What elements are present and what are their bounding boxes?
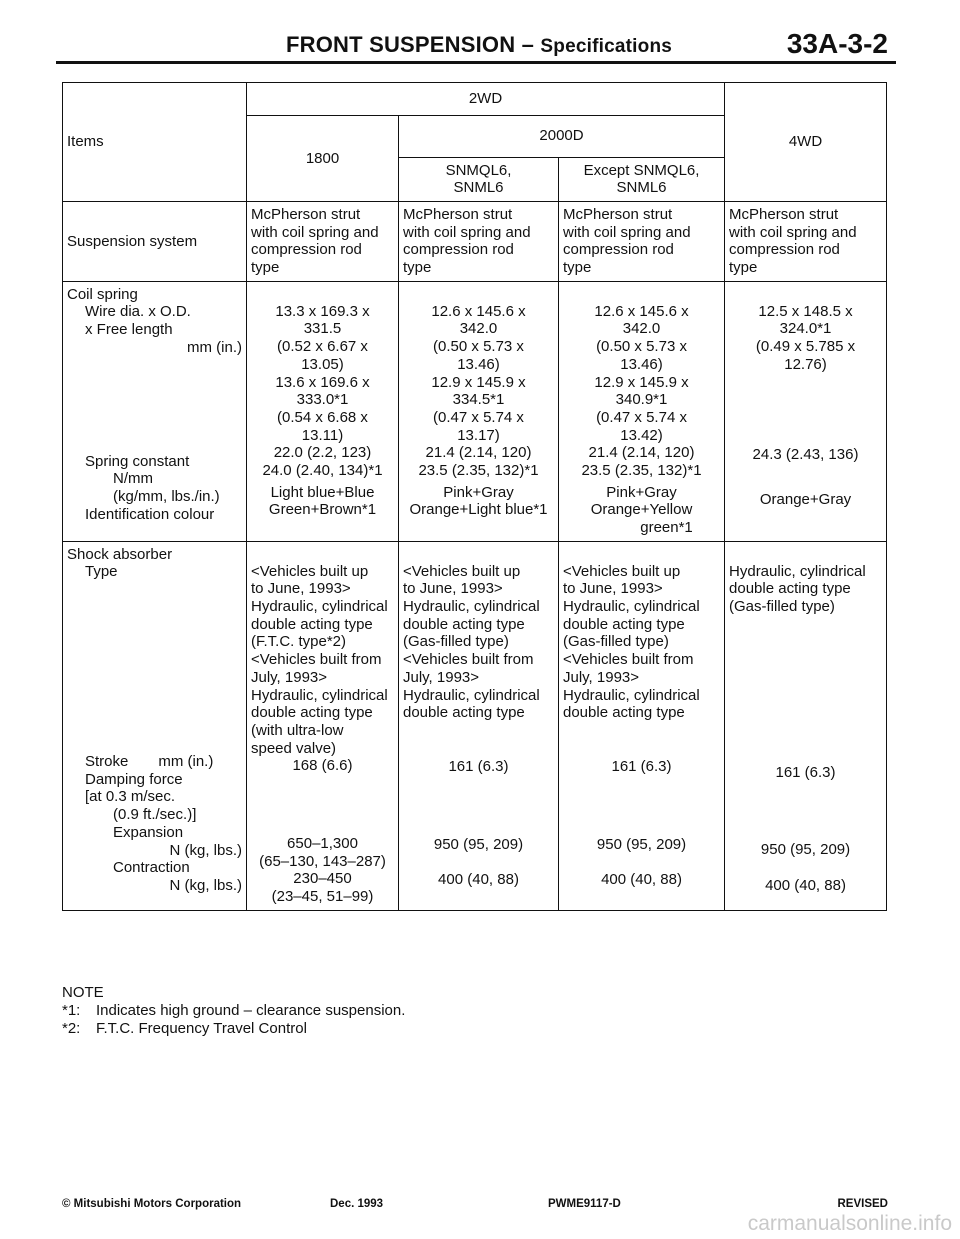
spacer	[563, 853, 720, 871]
damping-label: (0.9 ft./sec.)]	[113, 806, 197, 824]
spacer	[403, 776, 554, 836]
value-block	[251, 757, 394, 905]
cell-line: <Vehicles built up	[563, 562, 681, 580]
constant-label: (kg/mm, lbs./in.)	[113, 487, 220, 505]
cell-line: (65–130, 143–287)	[259, 852, 386, 870]
value-block	[563, 722, 720, 889]
cell-line: McPherson strut	[403, 206, 513, 223]
cell-line: type	[729, 259, 758, 277]
coil-cell-4wd	[725, 281, 887, 541]
watermark: carmanualsonline.info	[747, 1212, 952, 1235]
spacer	[729, 546, 882, 563]
cell-line: (Gas-filled type)	[563, 633, 669, 651]
note-item	[62, 1002, 405, 1020]
wire-label: mm (in.)	[187, 338, 242, 356]
cell-line: 24.0 (2.40, 134)*1	[262, 461, 383, 479]
cell-line: compression rod	[729, 241, 840, 259]
cell-line: Hydraulic, cylindrical	[563, 686, 700, 704]
cell-line: 12.76)	[784, 355, 827, 373]
cell-line: Hydraulic, cylindrical	[403, 598, 540, 616]
coil-cell-snmql6	[399, 281, 559, 541]
cell-line: Orange+Light blue*1	[409, 501, 548, 519]
items-header: Items	[63, 83, 247, 202]
cell-line: (with ultra-low	[251, 721, 344, 739]
cell-line: Pink+Gray	[443, 483, 514, 501]
spacer	[729, 463, 882, 491]
coil-spring-title: Coil spring	[67, 285, 138, 303]
cell-line: <Vehicles built up	[403, 562, 521, 580]
cell-line: 161 (6.3)	[611, 757, 672, 775]
cell-line: July, 1993>	[403, 668, 480, 686]
cell-line: to June, 1993>	[251, 580, 351, 598]
cell-line: McPherson strut	[251, 206, 361, 223]
cell-line: speed valve)	[251, 739, 337, 757]
cell-line: (Gas-filled type)	[729, 598, 835, 616]
col-2000d-header: 2000D	[399, 116, 725, 158]
cell-line: double acting type	[563, 704, 685, 722]
col-2wd-header: 2WD	[247, 83, 725, 116]
cell-line: 23.5 (2.35, 132)*1	[581, 461, 702, 479]
suspension-row	[63, 202, 887, 282]
cell-line: 161 (6.3)	[775, 763, 836, 781]
note-mark: *2:	[62, 1020, 81, 1037]
cell-line: double acting type	[563, 615, 685, 633]
header-row-1	[63, 83, 887, 116]
cell-line: (0.50 x 5.73 x	[596, 338, 687, 356]
cell-line: green*1	[640, 519, 693, 536]
spacer	[67, 581, 242, 753]
cell-line: to June, 1993>	[403, 580, 503, 598]
cell-line: type	[403, 259, 432, 277]
cell-line: 324.0*1	[779, 320, 832, 338]
expansion-label: N (kg, lbs.)	[169, 841, 242, 859]
cell-line: (0.52 x 6.67 x	[277, 338, 368, 356]
suspension-label: Suspension system	[63, 202, 247, 282]
type-block	[403, 563, 554, 722]
colour-label: Identification colour	[85, 505, 215, 523]
cell-line: Hydraulic, cylindrical	[403, 686, 540, 704]
shock-labels	[63, 541, 247, 910]
cell-line: with coil spring and	[729, 223, 857, 241]
cell-line: 23.5 (2.35, 132)*1	[418, 461, 539, 479]
cell-line: 12.5 x 148.5 x	[758, 302, 853, 320]
cell-line: (23–45, 51–99)	[271, 888, 374, 905]
type-block	[729, 563, 882, 616]
cell-line: double acting type	[251, 704, 373, 722]
cell-line: 13.17)	[457, 426, 500, 444]
shock-cell-4wd	[725, 541, 887, 910]
cell-line: Hydraulic, cylindrical	[563, 598, 700, 616]
title-sub: Specifications	[540, 36, 673, 57]
cell-line: 21.4 (2.14, 120)	[425, 444, 532, 462]
cell-line: 334.5*1	[452, 391, 505, 409]
shock-cell-except	[559, 541, 725, 910]
cell-line: 12.6 x 145.6 x	[431, 302, 526, 320]
cell-line: 650–1,300	[287, 834, 358, 852]
footer-status: REVISED	[837, 1198, 888, 1210]
cell-line: with coil spring and	[563, 223, 691, 241]
coil-spring-row	[63, 281, 887, 541]
spacer	[729, 859, 882, 877]
type-label: Type	[85, 563, 118, 581]
suspension-cell	[399, 202, 559, 282]
title-main: FRONT SUSPENSION –	[286, 32, 541, 57]
cell-line: <Vehicles built from	[251, 651, 382, 669]
col-snmql6-header	[399, 157, 559, 201]
wire-label: x Free length	[85, 321, 173, 339]
cell-line: McPherson strut	[729, 206, 839, 223]
suspension-cell	[725, 202, 887, 282]
header-line: Except SNMQL6,	[583, 161, 700, 179]
note-block	[62, 984, 405, 1038]
cell-line: type	[251, 259, 280, 277]
cell-line: to June, 1993>	[563, 580, 663, 598]
spacer	[563, 776, 720, 836]
cell-line: 13.46)	[620, 355, 663, 373]
cell-line: 950 (95, 209)	[760, 841, 851, 859]
spacer	[67, 357, 242, 453]
spacer	[403, 722, 554, 758]
spec-table	[62, 82, 887, 911]
footer-date: Dec. 1993	[330, 1198, 384, 1210]
cell-line: double acting type	[403, 615, 525, 633]
constant-label: N/mm	[113, 470, 153, 488]
cell-line: Light blue+Blue	[270, 483, 375, 501]
spacer	[403, 546, 554, 563]
stroke-label	[67, 753, 242, 771]
contraction-label: Contraction	[113, 859, 190, 877]
header-line: SNMQL6,	[445, 161, 512, 179]
cell-line: Pink+Gray	[606, 483, 677, 501]
suspension-cell	[247, 202, 399, 282]
suspension-cell	[559, 202, 725, 282]
note-text: Indicates high ground – clearance suspension.	[96, 1002, 406, 1019]
cell-line: compression rod	[403, 241, 514, 259]
coil-cell-1800	[247, 281, 399, 541]
cell-line: 400 (40, 88)	[438, 871, 519, 889]
note-mark: *1:	[62, 1002, 81, 1019]
shock-cell-1800	[247, 541, 399, 910]
cell-line: Orange+Yellow	[590, 501, 693, 519]
cell-line: (0.54 x 6.68 x	[277, 408, 368, 426]
cell-line: double acting type	[251, 615, 373, 633]
value-block	[729, 616, 882, 895]
cell-line: 342.0	[622, 320, 661, 338]
spacer	[563, 722, 720, 758]
cell-line: July, 1993>	[563, 668, 640, 686]
value-block	[403, 722, 554, 889]
note-text: F.T.C. Frequency Travel Control	[96, 1020, 307, 1037]
cell-line: (0.47 x 5.74 x	[596, 408, 687, 426]
spacer	[729, 374, 882, 446]
spacer	[251, 286, 394, 303]
cell-line: 950 (95, 209)	[433, 835, 524, 853]
cell-line: double acting type	[403, 704, 525, 722]
constant-label: Spring constant	[85, 452, 190, 470]
cell-line: July, 1993>	[251, 668, 328, 686]
cell-line: 340.9*1	[615, 391, 668, 409]
spacer	[251, 775, 394, 835]
cell-line: <Vehicles built from	[563, 651, 694, 669]
cell-line: 13.11)	[301, 426, 344, 444]
cell-line: 13.3 x 169.3 x	[275, 302, 370, 320]
cell-line: 331.5	[303, 320, 342, 338]
cell-line: Hydraulic, cylindrical	[729, 562, 866, 580]
spacer	[403, 286, 554, 303]
cell-line: 400 (40, 88)	[601, 871, 682, 889]
spacer	[729, 781, 882, 841]
spacer	[729, 286, 882, 303]
page-title	[286, 32, 672, 58]
cell-line: type	[563, 259, 592, 277]
stroke-unit: mm (in.)	[158, 753, 214, 771]
cell-line: McPherson strut	[563, 206, 673, 223]
page-header	[56, 18, 896, 64]
spacer	[563, 546, 720, 563]
cell-line: <Vehicles built up	[251, 562, 369, 580]
damping-label: [at 0.3 m/sec.	[85, 788, 176, 806]
col-1800-header: 1800	[247, 116, 399, 202]
cell-line: double acting type	[729, 580, 851, 598]
shock-cell-snmql6	[399, 541, 559, 910]
header-line: SNML6	[616, 179, 667, 197]
header-line: SNML6	[453, 179, 504, 197]
cell-line: 12.6 x 145.6 x	[594, 302, 689, 320]
cell-line: 400 (40, 88)	[765, 877, 846, 895]
cell-line: 21.4 (2.14, 120)	[588, 444, 695, 462]
col-4wd-header: 4WD	[725, 83, 887, 202]
spacer	[403, 853, 554, 871]
shock-absorber-row	[63, 541, 887, 910]
cell-line: (0.47 x 5.74 x	[433, 408, 524, 426]
cell-line: 13.6 x 169.6 x	[275, 373, 370, 391]
stroke-label-text: Stroke	[85, 753, 129, 771]
spacer	[729, 616, 882, 764]
cell-line: <Vehicles built from	[403, 651, 534, 669]
cell-line: (F.T.C. type*2)	[251, 633, 347, 651]
cell-line: Hydraulic, cylindrical	[251, 686, 388, 704]
spacer	[251, 546, 394, 563]
note-item	[62, 1020, 405, 1038]
shock-title: Shock absorber	[67, 545, 173, 563]
spacer	[563, 286, 720, 303]
cell-line: 22.0 (2.2, 123)	[273, 444, 372, 462]
cell-line: 13.46)	[457, 355, 500, 373]
cell-line: (0.50 x 5.73 x	[433, 338, 524, 356]
header-rule	[56, 61, 896, 64]
cell-line: with coil spring and	[403, 223, 531, 241]
cell-line: 342.0	[459, 320, 498, 338]
page-number: 33A-3-2	[786, 28, 888, 59]
wire-label: Wire dia. x O.D.	[85, 303, 191, 321]
cell-line: 12.9 x 145.9 x	[594, 373, 689, 391]
footer-code: PWME9117-D	[548, 1198, 621, 1210]
type-block	[251, 563, 394, 758]
damping-label: Damping force	[85, 770, 183, 788]
type-block	[563, 563, 720, 722]
cell-line: compression rod	[251, 241, 362, 259]
coil-spring-labels	[63, 281, 247, 541]
cell-line: 12.9 x 145.9 x	[431, 373, 526, 391]
cell-line: 24.3 (2.43, 136)	[752, 445, 859, 463]
cell-line: 13.42)	[620, 426, 663, 444]
cell-line: 950 (95, 209)	[596, 835, 687, 853]
cell-line: Orange+Gray	[759, 491, 852, 509]
cell-line: compression rod	[563, 241, 674, 259]
cell-line: 161 (6.3)	[448, 757, 509, 775]
coil-cell-except	[559, 281, 725, 541]
footer-copyright: © Mitsubishi Motors Corporation	[62, 1198, 242, 1210]
cell-line: 230–450	[293, 870, 352, 888]
col-except-header	[559, 157, 725, 201]
cell-line: Hydraulic, cylindrical	[251, 598, 388, 616]
cell-line: 168 (6.6)	[292, 757, 353, 775]
cell-line: (Gas-filled type)	[403, 633, 509, 651]
cell-line: 13.05)	[301, 355, 344, 373]
cell-line: Green+Brown*1	[268, 501, 377, 519]
cell-line: 333.0*1	[296, 391, 349, 409]
cell-line: (0.49 x 5.785 x	[755, 338, 856, 356]
cell-line: with coil spring and	[251, 223, 379, 241]
contraction-label: N (kg, lbs.)	[169, 876, 242, 894]
note-title: NOTE	[62, 984, 104, 1001]
expansion-label: Expansion	[113, 823, 184, 841]
